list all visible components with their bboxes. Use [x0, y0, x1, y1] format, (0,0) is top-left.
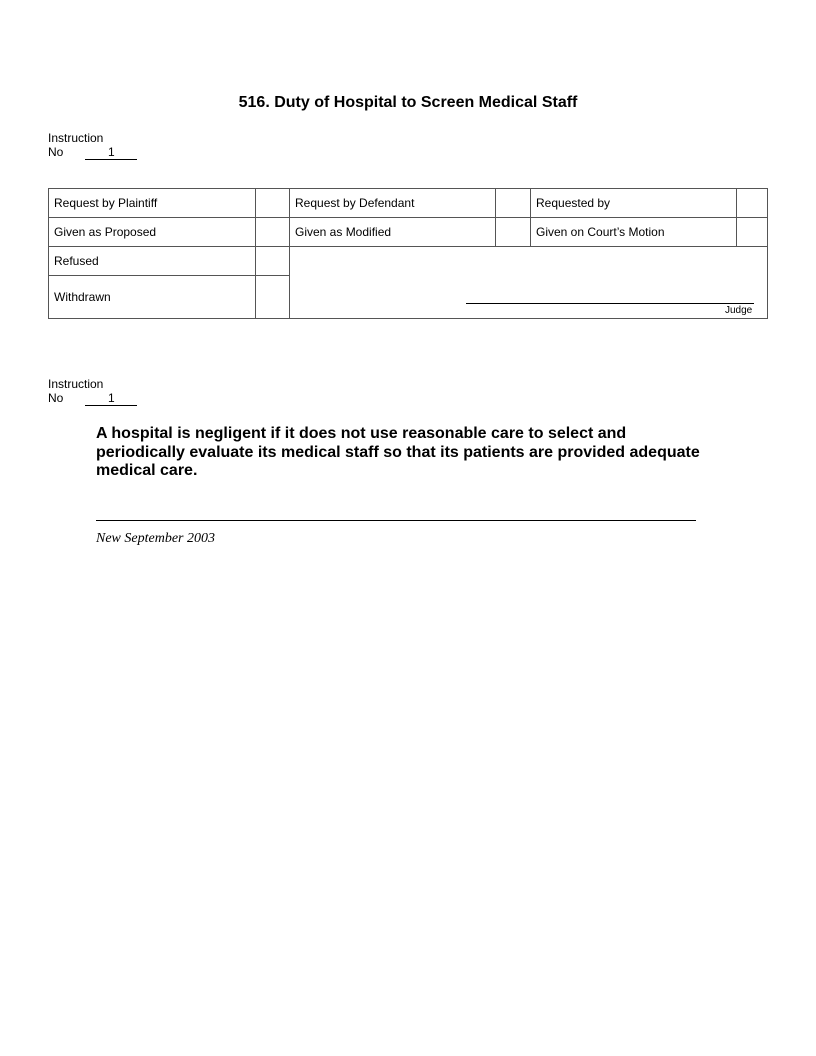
instruction-label: Instruction	[48, 377, 104, 391]
withdrawn-label: Withdrawn	[54, 290, 111, 304]
withdrawn-checkbox[interactable]	[256, 276, 289, 318]
judge-signature-line[interactable]	[466, 303, 754, 304]
given-as-modified-checkbox[interactable]	[496, 218, 530, 246]
no-label: No	[48, 391, 64, 405]
instruction-number-field[interactable]: 1	[85, 391, 137, 406]
history-note: New September 2003	[96, 531, 215, 546]
request-by-plaintiff-checkbox[interactable]	[256, 189, 289, 217]
judge-label: Judge	[725, 305, 753, 316]
instruction-text: A hospital is negligent if it does not use reasonable care to select and periodically evaluate its medical staff so that its patients are provided adequate medical care.	[96, 425, 700, 479]
request-by-defendant-checkbox[interactable]	[496, 189, 530, 217]
instruction-number-block	[48, 131, 137, 160]
refused-checkbox[interactable]	[256, 247, 289, 275]
instruction-number-field[interactable]: 1	[85, 145, 137, 160]
page-title: 516. Duty of Hospital to Screen Medical Staff	[238, 94, 578, 111]
request-by-plaintiff-label: Request by Plaintiff	[54, 196, 158, 210]
given-as-proposed-label: Given as Proposed	[54, 225, 157, 239]
requested-by-checkbox[interactable]	[737, 189, 767, 217]
instruction-number-block	[48, 377, 137, 406]
instruction-disposition-form	[48, 188, 768, 319]
no-label: No	[48, 145, 64, 159]
refused-label: Refused	[54, 254, 99, 268]
given-on-courts-motion-label: Given on Court’s Motion	[536, 225, 665, 239]
requested-by-label: Requested by	[536, 196, 611, 210]
instruction-label: Instruction	[48, 131, 104, 145]
divider-rule	[96, 520, 696, 521]
given-on-courts-motion-checkbox[interactable]	[737, 218, 767, 246]
given-as-proposed-checkbox[interactable]	[256, 218, 289, 246]
given-as-modified-label: Given as Modified	[295, 225, 392, 239]
request-by-defendant-label: Request by Defendant	[295, 196, 415, 210]
